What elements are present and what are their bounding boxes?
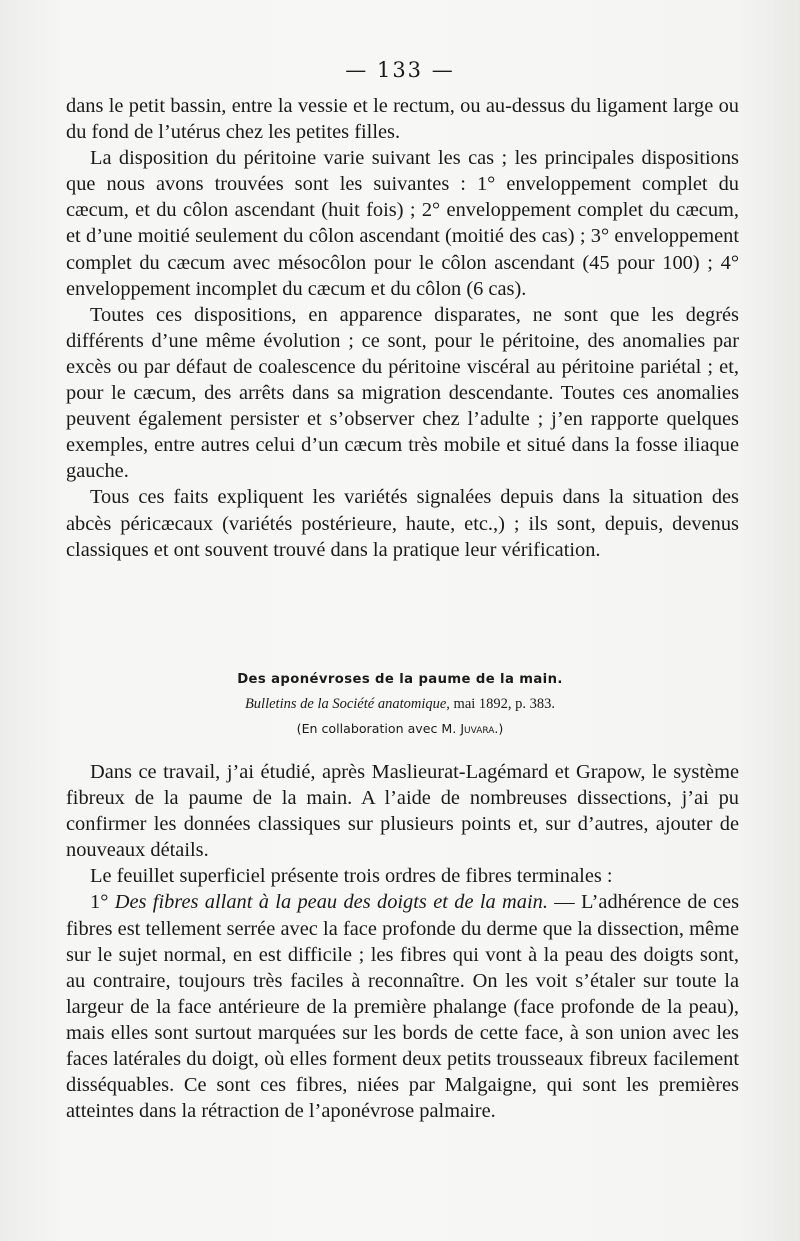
citation-journal: Bulletins de la Société anatomique, — [244, 696, 450, 712]
citation-details: mai 1892, p. 383. — [453, 696, 556, 712]
collaboration-suffix: .) — [494, 721, 504, 736]
paragraph: dans le petit bassin, entre la vessie et le rectum, ou au-dessus du ligament large ou du fond de l’utérus chez les petites filles. — [66, 95, 739, 144]
item-heading: Des fibres allant à la peau des doigts et de la main. — [114, 891, 548, 914]
paragraph: Toutes ces dispositions, en apparence disparates, ne sont que les degrés différents d’une même évolution ; ce sont, pour le péritoine, des anomalies par excès ou par défaut de coalescence du péritoine viscéral au péritoine pariétal ; et, pour le cæcum, des arrêts dans sa migration descendante. Toutes ces anomalies peuvent également persister et s’observer chez l’adulte ; j’en rapporte quelques exemples, entre autres celui d’un cæcum très mobile et situé dans la fosse iliaque gauche. — [66, 303, 739, 483]
page-number: — 133 — — [345, 58, 455, 82]
list-item — [66, 889, 739, 1124]
paragraph: Dans ce travail, j’ai étudié, après Maslieurat-Lagémard et Grapow, le système fibreux de la paume de la main. A l’aide de nombreuses dissections, j’ai pu confirmer les données classiques sur plusieurs points et, sur d’autres, ajouter de nouveaux détails. — [66, 761, 739, 862]
paragraph: La disposition du péritoine varie suivant les cas ; les principales dispositions que nous avons trouvées sont les suivantes : 1° enveloppement complet du cæcum, et du côlon ascendant (huit fois) ; 2° enveloppement complet du cæcum, et d’une moitié seulement du côlon ascendant (moitié des cas) ; 3° enveloppement complet du cæcum avec mésocôlon pour le côlon ascendant (45 pour 100) ; 4° enveloppement incomplet du cæcum et du côlon (6 cas). — [66, 147, 739, 300]
collaboration-prefix: (En collaboration avec M. — [296, 721, 457, 736]
section-body — [66, 759, 739, 1124]
citation — [0, 696, 800, 713]
paragraph: Le feuillet superficiel présente trois ordres de fibres terminales : — [90, 865, 613, 888]
paragraph: Tous ces faits expliquent les variétés signalées depuis dans la situation des abcès péricæcaux (variétés postérieure, haute, etc.,) ; ils sont, depuis, devenus classiques et ont souvent trouvé dans la pratique leur vérification. — [66, 486, 739, 561]
section-body-continued — [66, 93, 739, 563]
item-number: 1° — [90, 891, 109, 914]
collaboration-note — [0, 721, 800, 736]
item-text: — L’adhérence de ces fibres est tellement serrée avec la face profonde du derme que la dissection, même sur le sujet normal, en est difficile ; les fibres qui vont à la peau des doigts sont, au contraire, toujours très faciles à reconnaître. On les voit s’étaler sur toute la largeur de la face antérieure de la première phalange (face profonde de la peau), mais elles sont surtout marquées sur les bords de cette face, à son union avec les faces latérales du doigt, où elles forment deux petits trousseaux fibreux facilement disséquables. Ce sont ces fibres, niées par Malgaigne, qui sont les premières atteintes dans la rétraction de l’aponévrose palmaire. — [66, 891, 740, 1123]
collaborator-name: Juvara — [460, 721, 495, 736]
section-heading: Des aponévroses de la paume de la main. — [237, 672, 563, 687]
